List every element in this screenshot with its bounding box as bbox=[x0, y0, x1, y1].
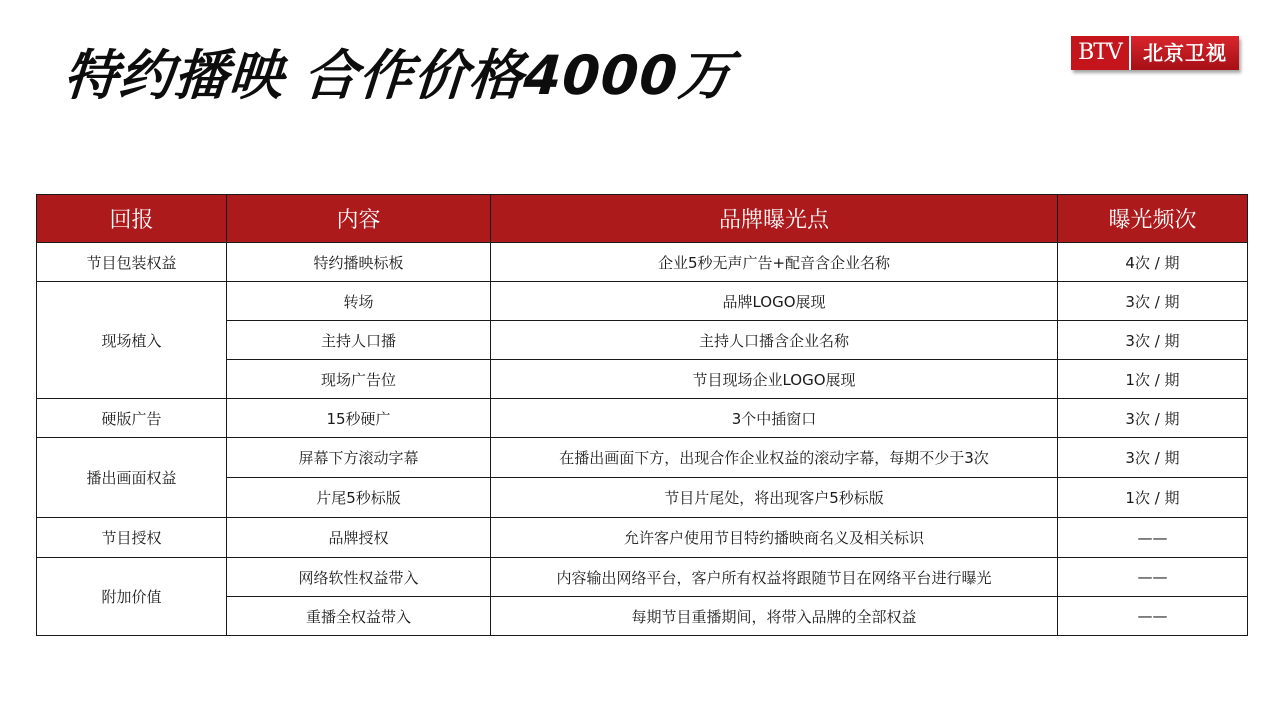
frequency-cell: 3次 / 期 bbox=[1058, 321, 1248, 360]
btv-logo bbox=[1071, 36, 1239, 70]
exposure-cell: 主持人口播含企业名称 bbox=[491, 321, 1058, 360]
exposure-cell: 节目片尾处，将出现客户5秒标版 bbox=[491, 478, 1058, 518]
content-cell: 网络软性权益带入 bbox=[227, 558, 491, 597]
frequency-cell: 3次 / 期 bbox=[1058, 399, 1248, 438]
category-cell: 节目授权 bbox=[37, 518, 227, 558]
content-cell: 品牌授权 bbox=[227, 518, 491, 558]
content-cell: 重播全权益带入 bbox=[227, 597, 491, 636]
exposure-cell: 在播出画面下方，出现合作企业权益的滚动字幕，每期不少于3次 bbox=[491, 438, 1058, 478]
content-cell: 15秒硬广 bbox=[227, 399, 491, 438]
table-row bbox=[37, 438, 1248, 478]
content-cell: 特约播映标板 bbox=[227, 243, 491, 282]
category-cell: 附加价值 bbox=[37, 558, 227, 636]
frequency-cell: —— bbox=[1058, 518, 1248, 558]
category-cell: 硬版广告 bbox=[37, 399, 227, 438]
header-frequency: 曝光频次 bbox=[1058, 195, 1248, 243]
content-cell: 片尾5秒标版 bbox=[227, 478, 491, 518]
table-row bbox=[37, 282, 1248, 321]
frequency-cell: —— bbox=[1058, 597, 1248, 636]
exposure-cell: 3个中插窗口 bbox=[491, 399, 1058, 438]
table-row bbox=[37, 518, 1248, 558]
exposure-cell: 品牌LOGO展现 bbox=[491, 282, 1058, 321]
table-row bbox=[37, 243, 1248, 282]
category-cell: 现场植入 bbox=[37, 282, 227, 399]
frequency-cell: 1次 / 期 bbox=[1058, 360, 1248, 399]
table-row bbox=[37, 399, 1248, 438]
btv-logo-mark: BTV bbox=[1071, 36, 1129, 70]
header-reward: 回报 bbox=[37, 195, 227, 243]
rewards-table bbox=[36, 194, 1248, 636]
content-cell: 现场广告位 bbox=[227, 360, 491, 399]
table-header-row bbox=[37, 195, 1248, 243]
table-row bbox=[37, 558, 1248, 597]
content-cell: 屏幕下方滚动字幕 bbox=[227, 438, 491, 478]
content-cell: 主持人口播 bbox=[227, 321, 491, 360]
frequency-cell: 1次 / 期 bbox=[1058, 478, 1248, 518]
frequency-cell: 3次 / 期 bbox=[1058, 282, 1248, 321]
exposure-cell: 允许客户使用节目特约播映商名义及相关标识 bbox=[491, 518, 1058, 558]
exposure-cell: 企业5秒无声广告+配音含企业名称 bbox=[491, 243, 1058, 282]
frequency-cell: —— bbox=[1058, 558, 1248, 597]
content-cell: 转场 bbox=[227, 282, 491, 321]
page-title: 特约播映 合作价格4000万 bbox=[61, 44, 736, 107]
category-cell: 节目包装权益 bbox=[37, 243, 227, 282]
exposure-cell: 节目现场企业LOGO展现 bbox=[491, 360, 1058, 399]
exposure-cell: 每期节目重播期间，将带入品牌的全部权益 bbox=[491, 597, 1058, 636]
exposure-cell: 内容输出网络平台，客户所有权益将跟随节目在网络平台进行曝光 bbox=[491, 558, 1058, 597]
frequency-cell: 3次 / 期 bbox=[1058, 438, 1248, 478]
frequency-cell: 4次 / 期 bbox=[1058, 243, 1248, 282]
header-content: 内容 bbox=[227, 195, 491, 243]
btv-logo-name: 北京卫视 bbox=[1129, 36, 1239, 70]
category-cell: 播出画面权益 bbox=[37, 438, 227, 518]
header-exposure-point: 品牌曝光点 bbox=[491, 195, 1058, 243]
